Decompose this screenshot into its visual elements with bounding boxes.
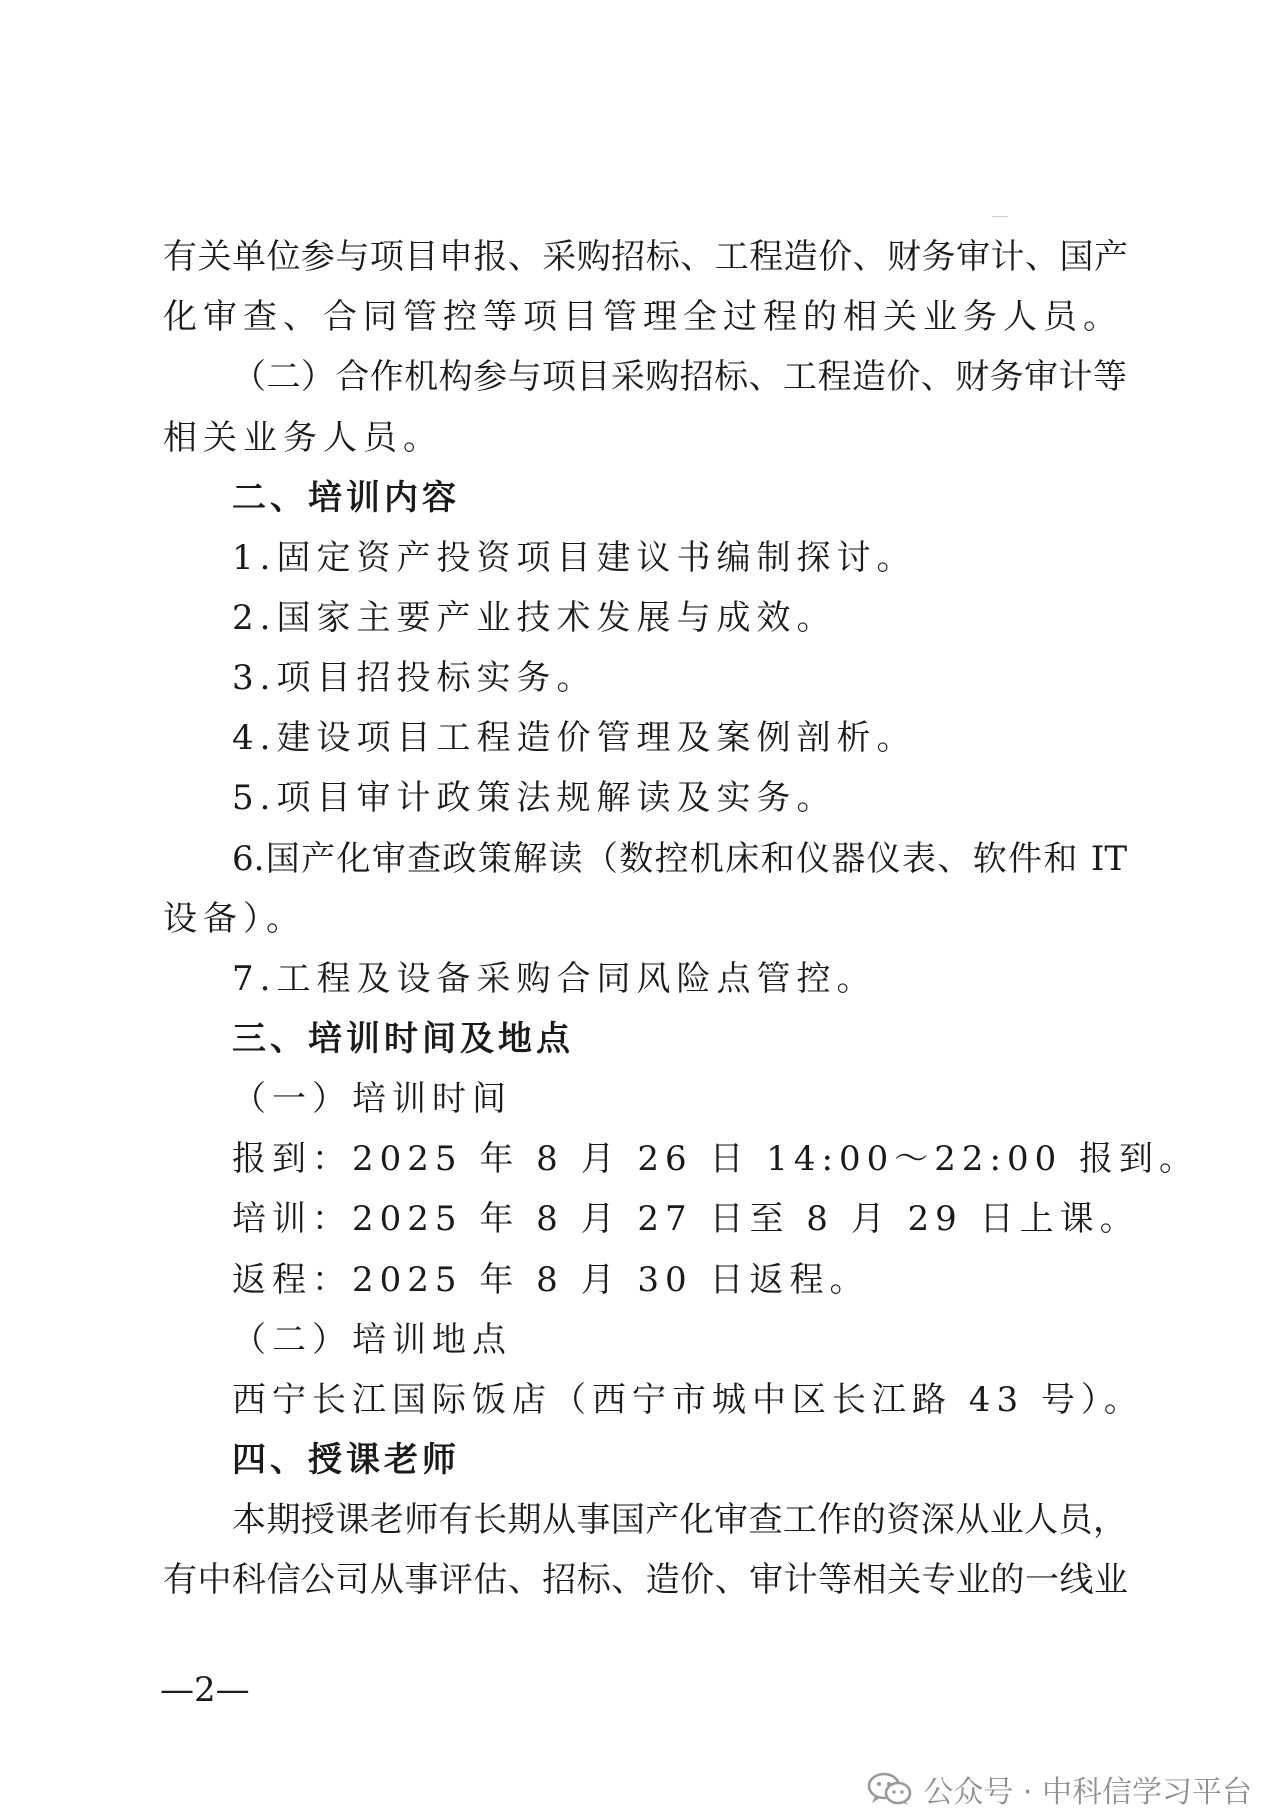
body-text-line: 相关业务人员。 xyxy=(163,418,443,458)
section-heading: 四、授课老师 xyxy=(232,1440,460,1480)
schedule-line: 培训：2025 年 8 月 27 日至 8 月 29 日上课。 xyxy=(232,1199,1140,1239)
watermark xyxy=(867,1773,1252,1810)
body-text-line: （二）合作机构参与项目采购招标、工程造价、财务审计等 xyxy=(232,357,1127,397)
page-number: —2— xyxy=(160,1670,250,1710)
schedule-line: 返程：2025 年 8 月 30 日返程。 xyxy=(232,1260,870,1300)
venue-line: 西宁长江国际饭店（西宁市城中区长江路 43 号）。 xyxy=(232,1380,1144,1420)
body-text-line: 本期授课老师有长期从事国产化审查工作的资深从业人员， xyxy=(232,1500,1127,1540)
list-item: 4.建设项目工程造价管理及案例剖析。 xyxy=(232,718,917,758)
body-text-line: 有中科信公司从事评估、招标、造价、审计等相关专业的一线业 xyxy=(163,1560,1128,1600)
list-item: 7.工程及设备采购合同风险点管控。 xyxy=(232,959,877,999)
body-text-line: 化审查、合同管控等项目管理全过程的相关业务人员。 xyxy=(163,297,1123,337)
wechat-icon xyxy=(867,1772,913,1806)
list-item: 5.项目审计政策法规解读及实务。 xyxy=(232,778,837,818)
schedule-line: 报到：2025 年 8 月 26 日 14:00～22:00 报到。 xyxy=(232,1139,1200,1179)
section-heading: 三、培训时间及地点 xyxy=(232,1019,574,1059)
scan-mark xyxy=(992,216,1008,217)
list-item-continuation: 设备）。 xyxy=(163,899,306,939)
subsection-heading: （二）培训地点 xyxy=(232,1320,512,1360)
watermark-text: 公众号 · 中科信学习平台 xyxy=(923,1775,1252,1810)
list-item: 3.项目招投标实务。 xyxy=(232,658,597,698)
section-heading: 二、培训内容 xyxy=(232,478,460,518)
list-item: 6.国产化审查政策解读（数控机床和仪器仪表、软件和 IT xyxy=(232,839,1127,879)
list-item: 1.固定资产投资项目建议书编制探讨。 xyxy=(232,538,917,578)
list-item: 2.国家主要产业技术发展与成效。 xyxy=(232,598,837,638)
body-text-line: 有关单位参与项目申报、采购招标、工程造价、财务审计、国产 xyxy=(163,237,1128,277)
subsection-heading: （一）培训时间 xyxy=(232,1079,512,1119)
